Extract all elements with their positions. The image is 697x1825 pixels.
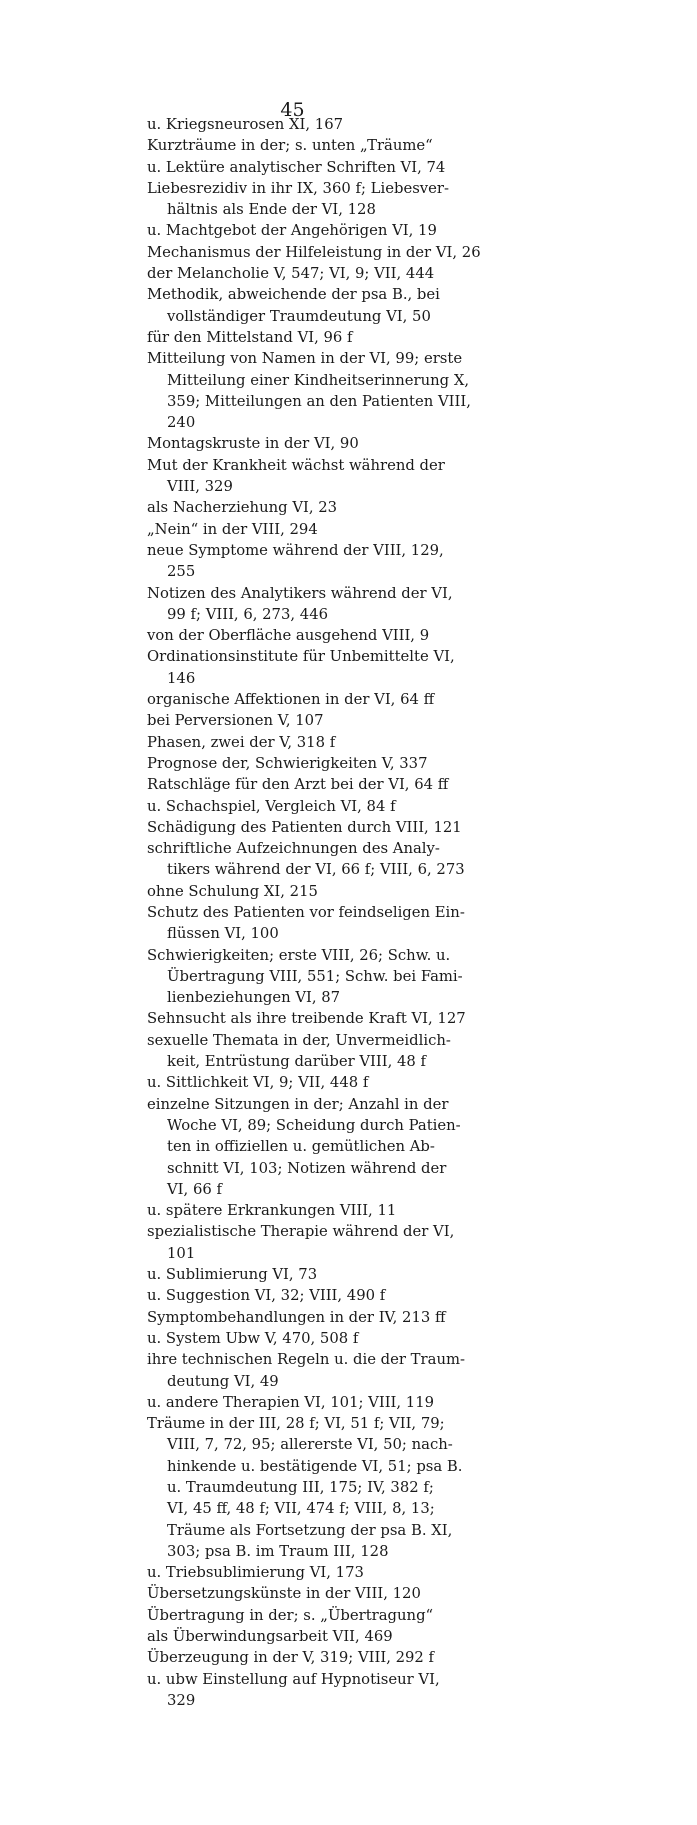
index-entry-text: spezialistische Therapie während der VI,	[147, 1223, 455, 1241]
index-entry	[147, 838, 567, 881]
index-entry	[147, 327, 567, 348]
index-entry-text: u. Lektüre analytischer Schriften VI, 74	[147, 158, 446, 176]
index-entry-continuation: ten in offiziellen u. gemütlichen Ab-	[167, 1138, 435, 1156]
index-entry	[147, 1072, 567, 1093]
index-entry-continuation: hältnis als Ende der VI, 128	[167, 201, 376, 219]
index-entry-text: sexuelle Themata in der, Unvermeidlich-	[147, 1031, 451, 1049]
index-entry-text: bei Perversionen V, 107	[147, 712, 324, 730]
index-entry	[147, 945, 567, 1009]
index-entry	[147, 817, 567, 838]
index-entry	[147, 583, 567, 626]
index-entry-text: ihre technischen Regeln u. die der Traum-	[147, 1351, 466, 1369]
index-entry-continuation: Träume als Fortsetzung der psa B. XI,	[167, 1521, 453, 1539]
index-entry-text: Ratschläge für den Arzt bei der VI, 64 ff	[147, 776, 449, 794]
index-entry-text: als Nacherziehung VI, 23	[147, 499, 338, 517]
index-entry-text: u. System Ubw V, 470, 508 f	[147, 1329, 359, 1347]
index-list	[147, 114, 567, 1711]
index-entry-text: Methodik, abweichende der psa B., bei	[147, 286, 440, 304]
index-entry	[147, 220, 567, 241]
index-entry	[147, 135, 567, 156]
index-entry-continuation: 359; Mitteilungen an den Patienten VIII,	[167, 392, 471, 410]
index-entry-text: schriftliche Aufzeichnungen des Analy-	[147, 840, 440, 858]
index-entry	[147, 710, 567, 731]
index-entry-continuation: keit, Entrüstung darüber VIII, 48 f	[167, 1053, 427, 1071]
index-entry	[147, 881, 567, 902]
index-entry-text: von der Oberfläche ausgehend VIII, 9	[147, 627, 430, 645]
index-entry	[147, 796, 567, 817]
index-entry-continuation: VIII, 7, 72, 95; allererste VI, 50; nach-	[167, 1436, 453, 1454]
index-entry-continuation: flüssen VI, 100	[167, 925, 279, 943]
index-entry-text: u. Suggestion VI, 32; VIII, 490 f	[147, 1287, 386, 1305]
index-entry	[147, 1030, 567, 1073]
index-entry	[147, 774, 567, 795]
index-entry-text: u. ubw Einstellung auf Hypnotiseur VI,	[147, 1670, 440, 1688]
index-entry-continuation: 240	[167, 414, 196, 432]
index-entry-continuation: 146	[167, 669, 196, 687]
page-number: 45	[280, 99, 305, 121]
index-entry-continuation: VI, 66 f	[167, 1180, 222, 1198]
index-entry-text: u. Sittlichkeit VI, 9; VII, 448 f	[147, 1074, 369, 1092]
index-entry-text: Schutz des Patienten vor feindseligen Ein-	[147, 903, 465, 921]
index-entry-text: Prognose der, Schwierigkeiten V, 337	[147, 754, 428, 772]
index-entry-text: u. Sublimierung VI, 73	[147, 1266, 318, 1284]
index-entry	[147, 433, 567, 454]
index-entry-continuation: 303; psa B. im Traum III, 128	[167, 1542, 389, 1560]
index-entry	[147, 1413, 567, 1562]
index-entry	[147, 1605, 567, 1626]
index-entry	[147, 263, 567, 284]
index-entry	[147, 455, 567, 498]
index-entry	[147, 497, 567, 518]
index-entry-continuation: vollständiger Traumdeutung VI, 50	[167, 307, 431, 325]
index-entry	[147, 732, 567, 753]
index-entry	[147, 519, 567, 540]
index-entry-text: Notizen des Analytikers während der VI,	[147, 584, 453, 602]
index-entry	[147, 1264, 567, 1285]
index-entry	[147, 1562, 567, 1583]
index-entry-text: Montagskruste in der VI, 90	[147, 435, 359, 453]
index-entry	[147, 540, 567, 583]
index-entry-text: u. Triebsublimierung VI, 173	[147, 1564, 364, 1582]
index-entry-text: ohne Schulung XI, 215	[147, 882, 318, 900]
index-entry-text: neue Symptome während der VIII, 129,	[147, 541, 444, 559]
index-entry-text: u. Kriegsneurosen XI, 167	[147, 116, 344, 133]
index-entry-text: Träume in der III, 28 f; VI, 51 f; VII, 79;	[147, 1415, 445, 1433]
index-entry-text: Übersetzungskünste in der VIII, 120	[147, 1585, 421, 1603]
index-entry	[147, 178, 567, 221]
index-entry-continuation: 101	[167, 1244, 196, 1262]
index-entry-continuation: deutung VI, 49	[167, 1372, 279, 1390]
index-entry	[147, 1583, 567, 1604]
index-entry-continuation: 255	[167, 563, 196, 581]
index-entry-text: Kurzträume in der; s. unten „Träume“	[147, 137, 433, 155]
index-entry-text: Mut der Krankheit wächst während der	[147, 456, 445, 474]
index-entry-continuation: lienbeziehungen VI, 87	[167, 989, 341, 1007]
index-entry-text: u. Schachspiel, Vergleich VI, 84 f	[147, 797, 396, 815]
index-entry	[147, 646, 567, 689]
index-entry-text: als Überwindungsarbeit VII, 469	[147, 1628, 393, 1646]
index-entry	[147, 1200, 567, 1221]
index-entry-text: Überzeugung in der V, 319; VIII, 292 f	[147, 1649, 435, 1667]
index-entry	[147, 1328, 567, 1349]
index-entry-text: Phasen, zwei der V, 318 f	[147, 733, 336, 751]
index-entry-text: für den Mittelstand VI, 96 f	[147, 328, 353, 346]
index-entry	[147, 1669, 567, 1712]
index-entry	[147, 1349, 567, 1392]
index-entry-text: u. andere Therapien VI, 101; VIII, 119	[147, 1393, 435, 1411]
index-entry	[147, 1221, 567, 1264]
index-entry-text: einzelne Sitzungen in der; Anzahl in der	[147, 1095, 449, 1113]
index-entry	[147, 157, 567, 178]
index-entry	[147, 114, 567, 135]
index-entry	[147, 689, 567, 710]
index-entry	[147, 1307, 567, 1328]
index-entry	[147, 284, 567, 327]
index-entry	[147, 1647, 567, 1668]
index-entry	[147, 1285, 567, 1306]
index-entry-text: Ordinationsinstitute für Unbemittelte VI,	[147, 648, 455, 666]
index-entry-text: Schwierigkeiten; erste VIII, 26; Schw. u.	[147, 946, 451, 964]
index-entry-continuation: tikers während der VI, 66 f; VIII, 6, 273	[167, 861, 465, 879]
index-entry-continuation: Mitteilung einer Kindheitserinnerung X,	[167, 371, 470, 389]
index-entry-continuation: VI, 45 ff, 48 f; VII, 474 f; VIII, 8, 13;	[167, 1500, 435, 1518]
index-entry-continuation: Übertragung VIII, 551; Schw. bei Fami-	[167, 967, 463, 985]
index-entry-continuation: 329	[167, 1691, 196, 1709]
index-entry	[147, 1626, 567, 1647]
index-entry-text: Übertragung in der; s. „Übertragung“	[147, 1606, 434, 1624]
index-entry-continuation: Woche VI, 89; Scheidung durch Patien-	[167, 1116, 461, 1134]
index-entry-continuation: schnitt VI, 103; Notizen während der	[167, 1159, 447, 1177]
index-entry-continuation: u. Traumdeutung III, 175; IV, 382 f;	[167, 1479, 434, 1496]
index-entry-text: Schädigung des Patienten durch VIII, 121	[147, 818, 462, 836]
index-entry-text: „Nein“ in der VIII, 294	[147, 520, 318, 538]
index-entry-continuation: 99 f; VIII, 6, 273, 446	[167, 605, 329, 623]
index-entry	[147, 1008, 567, 1029]
index-entry-continuation: VIII, 329	[167, 478, 233, 496]
index-entry-text: Sehnsucht als ihre treibende Kraft VI, 127	[147, 1010, 466, 1028]
index-entry-text: Liebesrezidiv in ihr IX, 360 f; Liebesver-	[147, 179, 449, 197]
index-entry	[147, 902, 567, 945]
index-entry-text: u. spätere Erkrankungen VIII, 11	[147, 1202, 397, 1220]
index-entry-text: u. Machtgebot der Angehörigen VI, 19	[147, 222, 437, 240]
index-entry	[147, 1094, 567, 1200]
index-entry-text: Mitteilung von Namen in der VI, 99; erste	[147, 350, 463, 368]
index-entry	[147, 625, 567, 646]
index-entry-text: der Melancholie V, 547; VI, 9; VII, 444	[147, 265, 435, 283]
index-entry	[147, 242, 567, 263]
index-entry-text: organische Affektionen in der VI, 64 ff	[147, 691, 435, 709]
index-entry-text: Mechanismus der Hilfeleistung in der VI, 26	[147, 243, 481, 261]
index-entry	[147, 348, 567, 433]
index-entry	[147, 753, 567, 774]
index-entry-text: Symptombehandlungen in der IV, 213 ff	[147, 1308, 446, 1326]
index-entry	[147, 1392, 567, 1413]
index-entry-continuation: hinkende u. bestätigende VI, 51; psa B.	[167, 1457, 463, 1475]
